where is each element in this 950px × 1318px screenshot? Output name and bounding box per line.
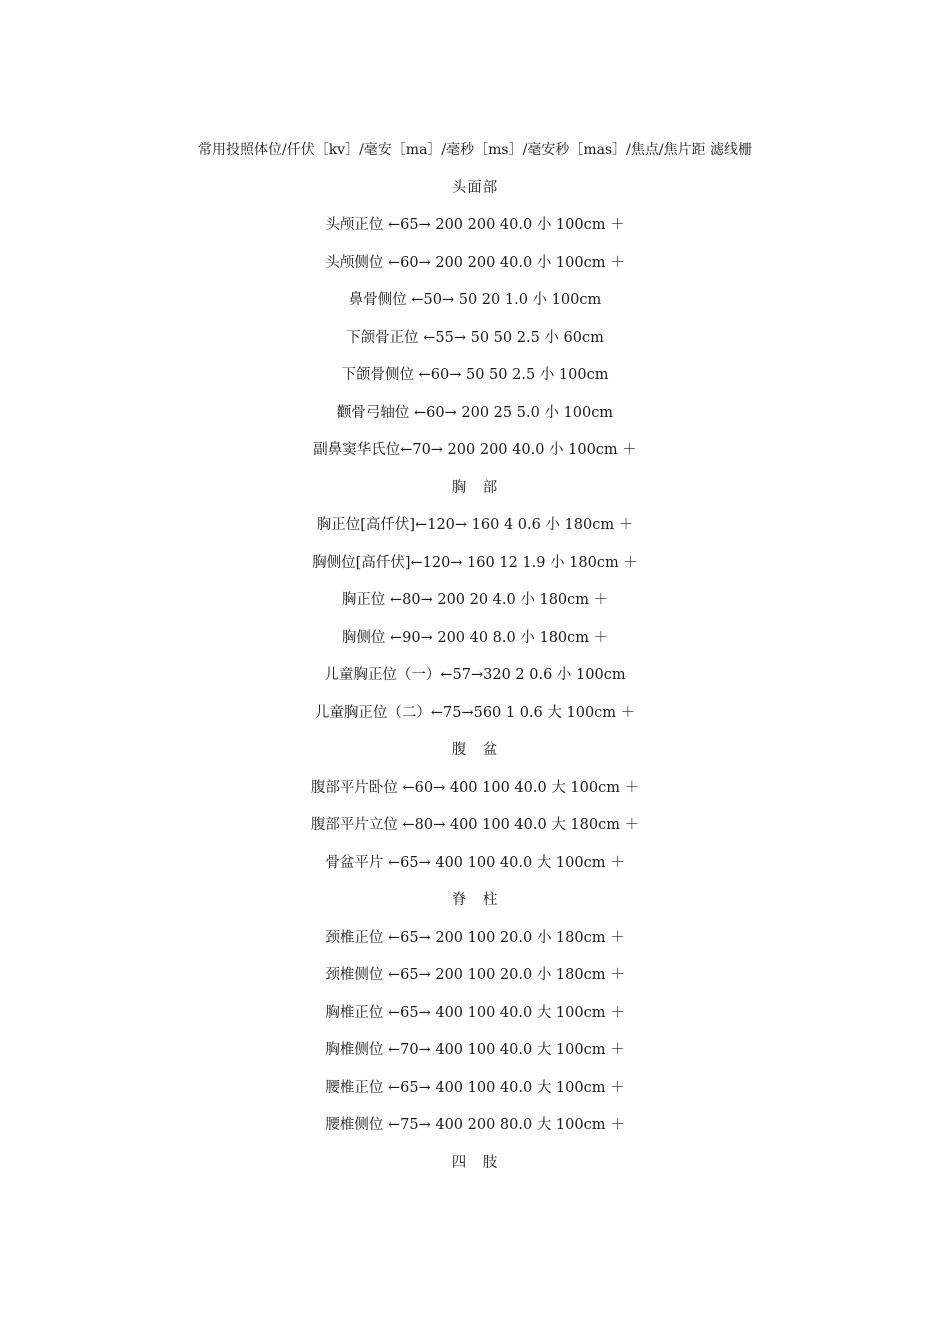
table-row: 颈椎侧位 ←65→ 200 100 20.0 小 180cm ＋ xyxy=(325,967,625,983)
table-row: 副鼻窦华氏位←70→ 200 200 40.0 小 100cm ＋ xyxy=(313,442,637,458)
table-row: 胸椎正位 ←65→ 400 100 40.0 大 100cm ＋ xyxy=(325,1004,625,1021)
section-title-abdomen-pelvis: 腹 盆 xyxy=(451,742,499,758)
section-title-limbs: 四 肢 xyxy=(451,1154,499,1171)
table-row: 骨盆平片 ←65→ 400 100 40.0 大 100cm ＋ xyxy=(325,854,625,871)
document-body xyxy=(0,138,950,1188)
table-row: 腹部平片卧位 ←60→ 400 100 40.0 大 100cm ＋ xyxy=(310,779,640,796)
table-row: 胸侧位 ←90→ 200 40 8.0 小 180cm ＋ xyxy=(341,629,609,646)
table-row: 腰椎正位 ←65→ 400 100 40.0 大 100cm ＋ xyxy=(325,1079,625,1096)
table-row: 下颌骨正位 ←55→ 50 50 2.5 小 60cm xyxy=(346,329,604,346)
table-row: 胸正位 ←80→ 200 20 4.0 小 180cm ＋ xyxy=(341,592,609,608)
document-header: 常用投照体位/仟伏［kv］/毫安［ma］/毫秒［ms］/毫安秒［mas］/焦点/焦片距 滤线栅 xyxy=(197,142,753,158)
table-row: 儿童胸正位（一）←57→320 2 0.6 小 100cm xyxy=(324,667,626,683)
table-row: 颧骨弓轴位 ←60→ 200 25 5.0 小 100cm xyxy=(336,404,614,421)
section-title-chest: 胸 部 xyxy=(451,479,499,496)
table-row: 头颅侧位 ←60→ 200 200 40.0 小 100cm ＋ xyxy=(325,254,625,271)
table-row: 腹部平片立位 ←80→ 400 100 40.0 大 180cm ＋ xyxy=(310,817,640,833)
table-row: 儿童胸正位（二）←75→560 1 0.6 大 100cm ＋ xyxy=(314,704,636,721)
table-row: 腰椎侧位 ←75→ 400 200 80.0 大 100cm ＋ xyxy=(325,1117,625,1133)
table-row: 下颌骨侧位 ←60→ 50 50 2.5 小 100cm xyxy=(341,367,609,383)
table-row: 胸侧位[高仟伏]←120→ 160 12 1.9 小 180cm ＋ xyxy=(312,554,638,571)
table-row: 胸正位[高仟伏]←120→ 160 4 0.6 小 180cm ＋ xyxy=(316,517,634,533)
section-title-spine: 脊 柱 xyxy=(451,892,499,908)
table-row: 颈椎正位 ←65→ 200 100 20.0 小 180cm ＋ xyxy=(325,929,625,946)
table-row: 鼻骨侧位 ←50→ 50 20 1.0 小 100cm xyxy=(348,292,602,308)
table-row: 头颅正位 ←65→ 200 200 40.0 小 100cm ＋ xyxy=(325,217,625,233)
table-row: 胸椎侧位 ←70→ 400 100 40.0 大 100cm ＋ xyxy=(325,1042,625,1058)
section-title-head: 头面部 xyxy=(451,179,499,196)
